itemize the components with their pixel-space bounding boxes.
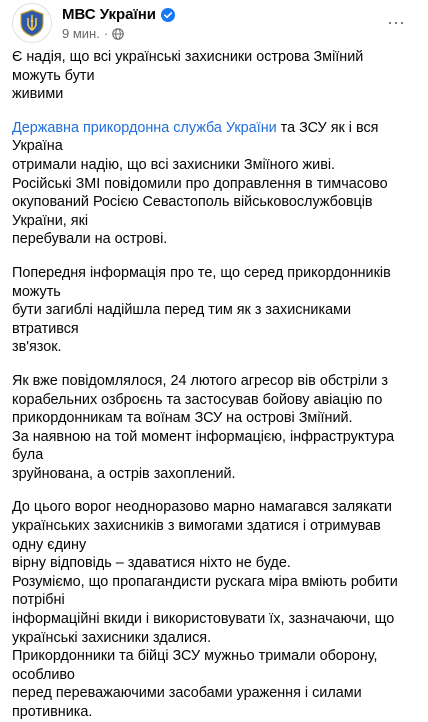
- text-line: Як вже повідомлялося, 24 лютого агресор вів обстріли з: [12, 372, 388, 389]
- text-line: Попередня інформація про те, що серед прикордонників можуть: [12, 264, 391, 300]
- text-line: Російські ЗМІ повідомили про доправлення в тимчасово: [12, 175, 388, 192]
- more-options-icon: ···: [387, 11, 405, 32]
- text-line: українські захисники здалися.: [12, 629, 212, 646]
- page-name-link[interactable]: МВС України: [62, 6, 157, 23]
- post-body: [12, 48, 416, 722]
- post-meta: [62, 26, 124, 42]
- text-line: Прикордонники та бійці ЗСУ мужньо тримали оборону, особливо: [12, 648, 378, 683]
- ministry-emblem-icon: [17, 8, 47, 38]
- text-line: зруйнована, а острів захоплений.: [12, 465, 236, 482]
- more-options-button[interactable]: [382, 8, 410, 36]
- paragraph-2: [12, 119, 414, 249]
- text-line: корабельних озброєнь та застосував бойову авіацію по: [12, 391, 383, 408]
- text-line: перебували на острові.: [12, 231, 168, 248]
- post-timestamp[interactable]: 9 мин.: [62, 26, 100, 41]
- post-header: [12, 0, 416, 48]
- text-line: перед переважаючими засобами ураження і силами противника.: [12, 685, 362, 720]
- text-line: зв'язок.: [12, 339, 62, 356]
- paragraph-1: [12, 48, 414, 104]
- text-line: інформаційні вкиди і використовувати їх, зазначаючи, що: [12, 611, 395, 628]
- text-line: вірну відповідь – здаватися ніхто не буде.: [12, 555, 291, 572]
- paragraph-5: [12, 498, 414, 721]
- verified-badge-icon: [161, 8, 175, 22]
- border-service-link[interactable]: Державна прикордонна служба України: [12, 119, 277, 136]
- text-line: Розуміємо, що пропагандисти рускага міра вміють робити потрібні: [12, 573, 398, 609]
- page-avatar[interactable]: [12, 3, 52, 43]
- paragraph-4: [12, 372, 414, 484]
- meta-separator: ·: [103, 26, 109, 41]
- text-line: Є надія, що всі українські захисники острова Зміїний можуть бути: [12, 49, 364, 84]
- globe-icon[interactable]: [112, 28, 124, 40]
- text-fragment: та ЗСУ як і вся Україна: [12, 119, 379, 155]
- text-line: [12, 119, 414, 156]
- paragraph-3: [12, 264, 414, 357]
- text-line: прикордонникам та воїнам ЗСУ на острові Зміїний.: [12, 410, 353, 427]
- text-line: окупований Росією Севастополь військовослужбовців України, які: [12, 194, 373, 229]
- text-line: українських захисників з вимогами здатися і отримував одну єдину: [12, 518, 381, 553]
- text-line: живими: [12, 86, 64, 103]
- text-line: отримали надію, що всі захисники Зміїного живі.: [12, 156, 336, 173]
- text-line: До цього ворог неодноразово марно намагався залякати: [12, 499, 392, 516]
- text-line: бути загиблі надійшла перед тим як з захисниками втратився: [12, 302, 352, 337]
- text-line: За наявною на той момент інформацією, інфраструктура була: [12, 428, 395, 464]
